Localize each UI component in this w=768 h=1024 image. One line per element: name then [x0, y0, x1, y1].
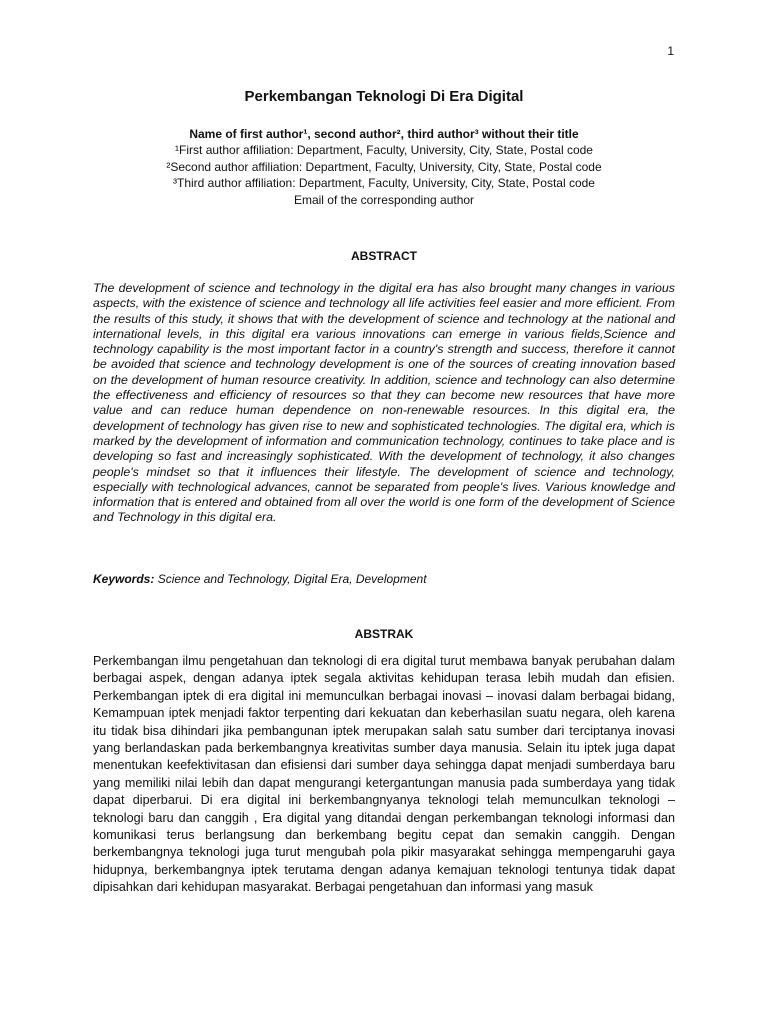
abstract-body: The development of science and technology in the digital era has also brought many changes in various aspects, with the existence of science and technology all life activities feel easier and more efficient. From the results of this study, it shows that with the development of science and technology at the national and international levels, in this digital era various innovations can emerge in various fields,Science and technology capability is the most important factor in a country's strength and success, therefore it cannot be avoided that science and technology development is one of the sources of creating innovation based on the development of human resource creativity. In addition, science and technology can also determine the effectiveness and efficiency of resources so that they can become new resources that have more value and can reduce human dependence on non-renewable resources. In this digital era, the development of technology has given rise to new and sophisticated technologies. The digital era, which is marked by the development of information and communication technology, continues to take place and is developing so fast and increasingly sophisticated. With the development of technology, it also changes people's mindset so that it influences their lifestyle. The development of science and technology, especially with technological advances, cannot be separated from people's lives. Various knowledge and information that is entered and obtained from all over the world is one form of the development of Science and Technology in this digital era.	[93, 281, 675, 525]
keywords-line	[93, 572, 675, 586]
page-number: 1	[667, 44, 674, 58]
abstrak-heading: ABSTRAK	[354, 627, 414, 641]
keywords-text: Science and Technology, Digital Era, Development	[157, 572, 427, 586]
affiliation-second: ²Second author affiliation: Department, Faculty, University, City, State, Postal code	[166, 159, 602, 174]
abstract-heading: ABSTRACT	[351, 249, 417, 263]
author-line: Name of first author¹, second author², third author³ without their title	[189, 127, 579, 141]
abstrak-body: Perkembangan ilmu pengetahuan dan teknologi di era digital turut membawa banyak perubahan dalam berbagai aspek, dengan adanya iptek segala aktivitas kehidupan terasa lebih mudah dan efisien. Perkembangan iptek di era digital ini memunculkan berbagai inovasi – inovasi dalam berbagai bidang, Kemampuan iptek menjadi faktor terpenting dari kekuatan dan keberhasilan suatu negara, oleh karena itu tidak bisa dihindari jika pembangunan iptek merupakan salah satu sumber dari terciptanya inovasi yang berlandaskan pada berkembangnya kreativitas sumber daya manusia. Selain itu iptek juga dapat menentukan keefektivitasan dan efisiensi dari sumber daya sehingga dapat menjadi sumberdaya baru yang memiliki nilai lebih dan dapat mengurangi ketergantungan manusia pada sumberdaya yang tidak dapat diperbarui. Di era digital ini berkembangnyanya teknologi telah memunculkan teknologi – teknologi baru dan canggih , Era digital yang ditandai dengan perkembangan teknologi informasi dan komunikasi terus berlangsung dan berkembang begitu cepat dan semakin canggih. Dengan berkembangnya teknologi juga turut mengubah pola pikir masyarakat sehingga mempengaruhi gaya hidupnya, berkembangnya iptek terutama dengan adanya kemajuan teknologi tentunya tidak dapat dipisahkan dari kehidupan masyarakat. Berbagai pengetahuan dan informasi yang masuk	[93, 654, 675, 895]
corresponding-email: Email of the corresponding author	[293, 192, 475, 207]
affiliation-first: ¹First author affiliation: Department, Faculty, University, City, State, Postal code	[175, 143, 593, 157]
affiliation-third: ³Third author affiliation: Department, Faculty, University, City, State, Postal code	[173, 176, 595, 190]
paper-title: Perkembangan Teknologi Di Era Digital	[244, 88, 524, 105]
affiliation-block	[0, 142, 768, 208]
keywords-label: Keywords:	[93, 572, 155, 586]
